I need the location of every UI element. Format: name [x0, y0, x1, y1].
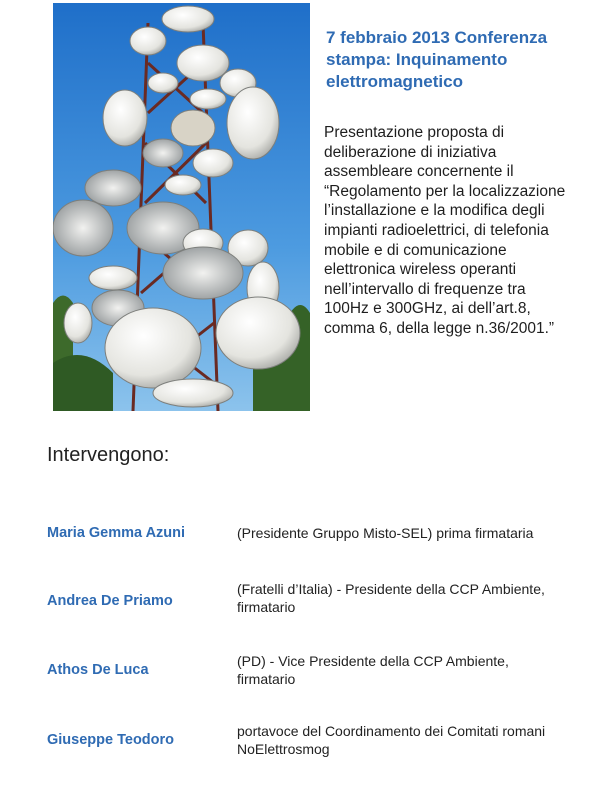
- speaker-name: Athos De Luca: [47, 662, 149, 678]
- proposal-description: [324, 123, 594, 339]
- speaker-role-line: (Presidente Gruppo Misto-SEL) prima firmataria: [237, 525, 534, 541]
- description-line: “Regolamento per la localizzazione: [324, 182, 566, 200]
- title-line: 7 febbraio 2013 Conferenza: [326, 28, 548, 47]
- description-line: comma 6, della legge n.36/2001.”: [324, 319, 555, 337]
- speaker-role: [237, 722, 592, 758]
- title-line: stampa: Inquinamento: [326, 50, 508, 69]
- description-line: nell’intervallo di frequenze tra: [324, 280, 526, 298]
- title-line: elettromagnetico: [326, 72, 463, 91]
- description-line: l’installazione e la modifica degli: [324, 202, 545, 220]
- speaker-role: [237, 524, 592, 542]
- speaker-role-line: (Fratelli d’Italia) - Presidente della CCP Ambiente,: [237, 581, 545, 597]
- antenna-tower-photo: [53, 3, 310, 411]
- description-line: assembleare concernente il: [324, 163, 514, 181]
- speaker-name: Maria Gemma Azuni: [47, 525, 186, 541]
- speaker-role-line: NoElettrosmog: [237, 741, 330, 757]
- speaker-role-line: firmatario: [237, 599, 296, 615]
- speaker-role: [237, 580, 592, 616]
- speaker-role-line: (PD) - Vice Presidente della CCP Ambiente,: [237, 653, 509, 669]
- press-conference-title: [326, 27, 588, 93]
- speaker-role-line: portavoce del Coordinamento dei Comitati romani: [237, 723, 546, 739]
- speaker-role: [237, 652, 592, 688]
- speaker-name: Giuseppe Teodoro: [47, 732, 175, 748]
- speaker-role-line: firmatario: [237, 671, 296, 687]
- description-line: mobile e di comunicazione: [324, 241, 507, 259]
- description-line: impianti radioelettrici, di telefonia: [324, 221, 549, 239]
- description-line: elettronica wireless operanti: [324, 261, 517, 279]
- description-line: Presentazione proposta di: [324, 124, 505, 141]
- description-line: 100Hz e 300GHz, ai dell’art.8,: [324, 300, 531, 318]
- description-line: deliberazione di iniziativa: [324, 143, 497, 161]
- speaker-name: Andrea De Priamo: [47, 593, 173, 609]
- speakers-heading: Intervengono:: [47, 444, 170, 466]
